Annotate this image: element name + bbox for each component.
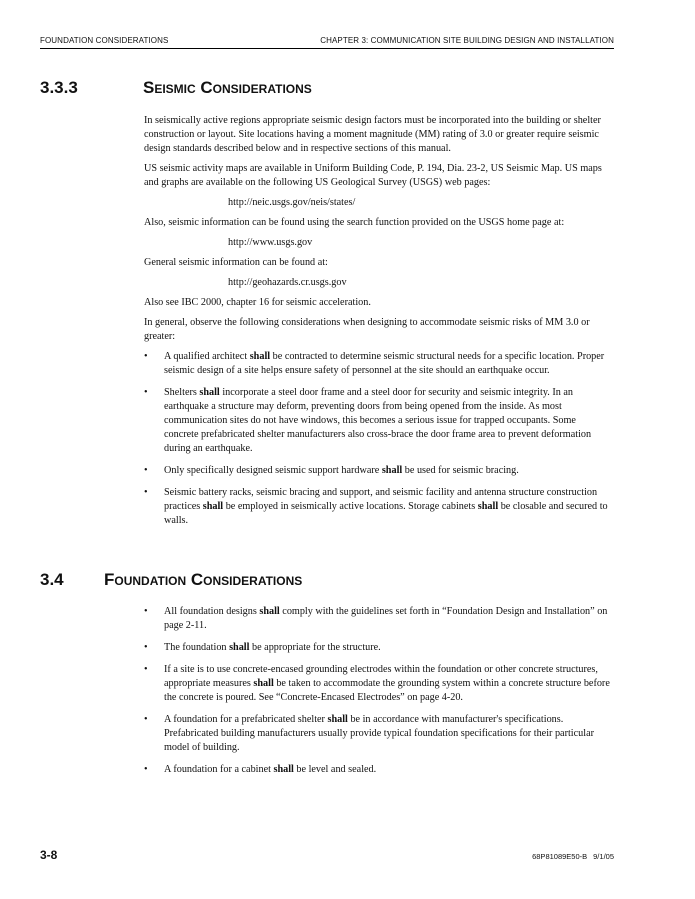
- paragraph: Also see IBC 2000, chapter 16 for seismic acceleration.: [144, 297, 371, 308]
- document-id: [532, 852, 614, 861]
- running-header: [40, 36, 614, 45]
- document-date: 9/1/05: [593, 852, 614, 861]
- section-title: Seismic Considerations: [143, 78, 312, 97]
- section-title: Foundation Considerations: [104, 570, 303, 589]
- bullet-icon: •: [144, 387, 148, 398]
- list-item: • A qualified architect shall be contracted to determine seismic structural needs for a specific location. Proper seismic design of a site helps ensure safety of personnel at the site should an earthquake occur.: [144, 351, 605, 376]
- header-rule: [40, 48, 614, 49]
- bullet-icon: •: [144, 465, 148, 476]
- bullet-icon: •: [144, 642, 148, 653]
- bullet-icon: •: [144, 351, 148, 362]
- section-number: 3.3.3: [40, 78, 78, 97]
- page-number: 3-8: [40, 848, 58, 862]
- paragraph: General seismic information can be found at:: [144, 257, 328, 268]
- bullet-icon: •: [144, 487, 148, 498]
- list-item: • Only specifically designed seismic support hardware shall be used for seismic bracing.: [144, 465, 519, 476]
- section-body-3-3-3: [144, 114, 612, 536]
- url-text: http://www.usgs.gov: [228, 237, 313, 248]
- url-text: http://geohazards.cr.usgs.gov: [228, 277, 347, 288]
- section-heading-3-4: [40, 570, 302, 590]
- url-text: http://neic.usgs.gov/neis/states/: [228, 197, 356, 208]
- list-item: • Seismic battery racks, seismic bracing and support, and seismic facility and antenna structure construction practices shall be employed in seismically active locations. Storage cabinets shall be closable and secured to walls.: [144, 487, 608, 526]
- list-item: • A foundation for a cabinet shall be level and sealed.: [144, 764, 377, 775]
- bullet-icon: •: [144, 664, 148, 675]
- paragraph: US seismic activity maps are available in Uniform Building Code, P. 194, Dia. 23-2, US Seismic Map. US maps and graphs are available on the following US Geological Survey (USGS) web pages:: [144, 163, 602, 188]
- bullet-icon: •: [144, 606, 148, 617]
- bullet-list: [144, 605, 612, 777]
- bullet-icon: •: [144, 764, 148, 775]
- page-footer: [40, 848, 614, 862]
- header-right: CHAPTER 3: COMMUNICATION SITE BUILDING DESIGN AND INSTALLATION: [320, 36, 614, 45]
- list-item: • A foundation for a prefabricated shelter shall be in accordance with manufacturer's specifications. Prefabricated building manufacturers usually provide typical foundation specifications for their particular model of building.: [144, 714, 594, 753]
- header-left: FOUNDATION CONSIDERATIONS: [40, 36, 169, 45]
- list-item: • Shelters shall incorporate a steel door frame and a steel door for security and seismic integrity. In an earthquake a structure may deform, preventing doors from being opened from the inside. As most communication sites do not have windows, this becomes a serious issue for trapped occupants. Some concrete prefabricated shelter manufacturers also cross-brace the door frame area to prevent deformation during an earthquake.: [144, 387, 592, 454]
- section-number: 3.4: [40, 570, 64, 589]
- document-number: 68P81089E50-B: [532, 852, 588, 861]
- paragraph: Also, seismic information can be found using the search function provided on the USGS home page at:: [144, 217, 565, 228]
- bullet-icon: •: [144, 714, 148, 725]
- section-body-3-4: [144, 605, 612, 785]
- list-item: • All foundation designs shall comply with the guidelines set forth in “Foundation Design and Installation” on page 2-11.: [144, 606, 608, 631]
- list-item: • The foundation shall be appropriate for the structure.: [144, 642, 381, 653]
- section-heading-3-3-3: [40, 78, 312, 98]
- paragraph: In seismically active regions appropriate seismic design factors must be incorporated into the building or shelter construction or layout. Site locations having a moment magnitude (MM) rating of 3.0 or greater require seismic design standards described below and in respective sections of this manual.: [144, 115, 601, 154]
- bullet-list: [144, 350, 612, 528]
- paragraph: In general, observe the following considerations when designing to accommodate seismic risks of MM 3.0 or greater:: [144, 317, 590, 342]
- list-item: • If a site is to use concrete-encased grounding electrodes within the foundation or other concrete structures, appropriate measures shall be taken to accommodate the grounding system within a concrete structure before the concrete is poured. See “Concrete-Encased Electrodes” on page 4-20.: [144, 664, 610, 703]
